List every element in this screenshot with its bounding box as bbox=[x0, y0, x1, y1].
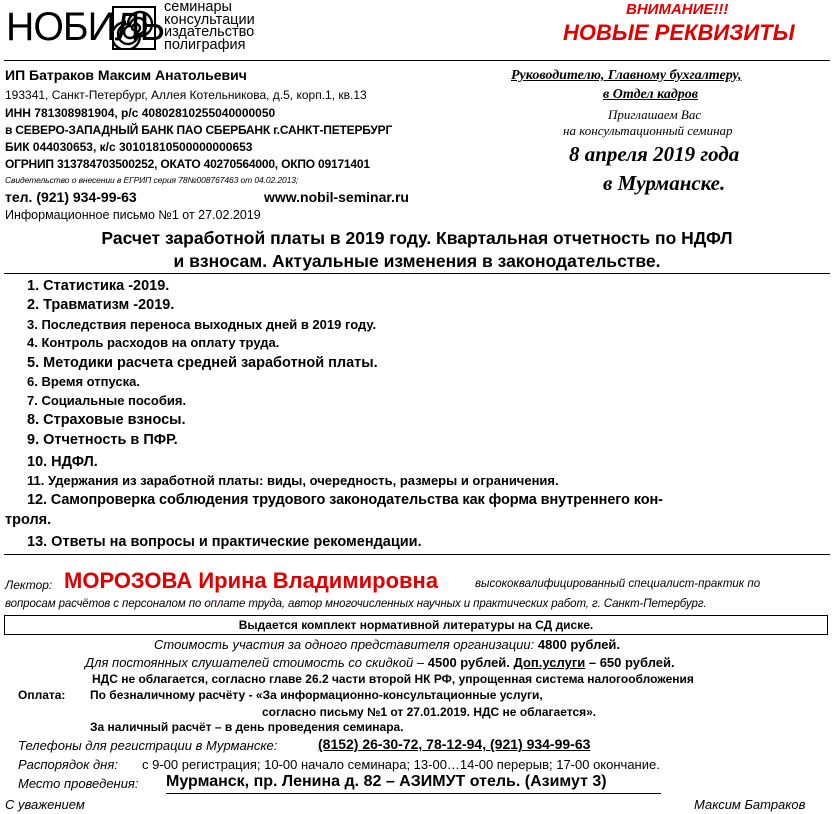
company-inn: ИНН 781308981904, р/с 40802810255040000050 bbox=[5, 106, 276, 120]
topic-item: 3. Последствия переноса выходных дней в 2019 году. bbox=[27, 317, 377, 332]
company-certificate: Свидетельство о внесении в ЕГРИП серия 78№008767463 от 04.02.2013; bbox=[5, 175, 299, 185]
kit-notice-text: Выдается комплект нормативной литературы на СД диске. bbox=[238, 618, 594, 632]
spiral-logo-icon bbox=[112, 6, 156, 50]
logo-line: семинары bbox=[164, 0, 232, 15]
seminar-title-line2: и взносам. Актуальные изменения в законодательстве. bbox=[173, 251, 661, 271]
company-bank: в СЕВЕРО-ЗАПАДНЫЙ БАНК ПАО СБЕРБАНК г.САНКТ-ПЕТЕРБУРГ bbox=[5, 123, 393, 137]
discount-value: 4500 рублей. bbox=[427, 655, 510, 670]
logo-wordmark: НОБИЛЬ bbox=[6, 5, 165, 49]
logo-subtitle bbox=[164, 1, 255, 51]
lector-name: МОРОЗОВА Ирина Владимировна bbox=[64, 568, 439, 593]
topic-item: 2. Травматизм -2019. bbox=[27, 297, 175, 313]
company-ogrnip: ОГРНИП 313784703500252, ОКАТО 40270564000, ОКПО 09171401 bbox=[5, 157, 370, 171]
price-line1 bbox=[154, 637, 620, 652]
logo-line: консультации bbox=[164, 11, 255, 28]
logo-line: издательство bbox=[164, 24, 255, 40]
registration-label: Телефоны для регистрации в Мурманске: bbox=[18, 738, 278, 753]
seminar-date: 8 апреля 2019 года bbox=[569, 142, 740, 166]
topic-item: 13. Ответы на вопросы и практические рекомендации. bbox=[27, 534, 422, 550]
notice-attention: ВНИМАНИЕ!!! bbox=[626, 1, 729, 18]
company-name: ИП Батраков Максим Анатольевич bbox=[5, 67, 247, 83]
price-label: Стоимость участия за одного представителя организации: bbox=[154, 637, 535, 652]
nds-note: НДС не облагается, согласно главе 26.2 части второй НК РФ, упрощенная система налогообложения bbox=[92, 672, 694, 686]
company-address: 193341, Санкт-Петербург, Аллея Котельникова, д.5, корп.1, кв.13 bbox=[5, 88, 367, 102]
kit-notice bbox=[4, 615, 828, 635]
seminar-title-line1: Расчет заработной платы в 2019 году. Квартальная отчетность по НДФЛ bbox=[101, 228, 733, 248]
payment-cash: За наличный расчёт – в день проведения семинара. bbox=[90, 720, 404, 734]
closing-signature: Максим Батраков bbox=[694, 797, 806, 812]
company-website[interactable]: www.nobil-seminar.ru bbox=[264, 189, 409, 205]
invite-line1: Приглашаем Вас bbox=[608, 107, 702, 122]
discount-label: Для постоянных слушателей стоимость со скидкой – bbox=[85, 655, 425, 670]
venue-underline bbox=[166, 793, 661, 794]
extra-services-value: – 650 рублей. bbox=[588, 655, 675, 670]
logo-line: полиграфия bbox=[164, 36, 246, 53]
topic-item: 5. Методики расчета средней заработной платы. bbox=[27, 355, 378, 371]
topics-divider bbox=[4, 554, 830, 555]
lector-description-line1: высококвалифицированный специалист-практик по bbox=[475, 578, 761, 590]
topic-item: 11. Удержания из заработной платы: виды, очередность, размеры и ограничения. bbox=[27, 473, 559, 488]
topic-item-continuation: троля. bbox=[5, 512, 52, 528]
addressee-line2: в Отдел кадров bbox=[603, 87, 699, 102]
registration-phones[interactable]: (8152) 26-30-72, 78-12-94, (921) 934-99-63 bbox=[318, 736, 591, 752]
lector-label: Лектор: bbox=[5, 578, 53, 592]
topic-item: 8. Страховые взносы. bbox=[27, 412, 186, 428]
notice-new-details: НОВЫЕ РЕКВИЗИТЫ bbox=[563, 20, 795, 45]
venue-label: Место проведения: bbox=[18, 776, 139, 791]
price-line2 bbox=[85, 655, 675, 670]
invite-line2: на консультационный семинар bbox=[563, 123, 733, 138]
topic-item: 9. Отчетность в ПФР. bbox=[27, 432, 178, 448]
company-phone: тел. (921) 934-99-63 bbox=[5, 189, 137, 205]
topic-item: 10. НДФЛ. bbox=[27, 454, 98, 470]
schedule-label: Распорядок дня: bbox=[18, 757, 118, 772]
topic-item: 1. Статистика -2019. bbox=[27, 278, 170, 294]
topic-item: 6. Время отпуска. bbox=[27, 374, 140, 389]
extra-services-label: Доп.услуги bbox=[513, 655, 586, 670]
schedule-text: с 9-00 регистрация; 10-00 начало семинара; 13-00…14-00 перерыв; 17-00 окончание. bbox=[142, 757, 660, 772]
payment-line2: согласно письму №1 от 27.01.2019. НДС не облагается». bbox=[262, 705, 597, 719]
addressee-line1: Руководителю, Главному бухгалтеру, bbox=[511, 68, 742, 83]
topic-item: 4. Контроль расходов на оплату труда. bbox=[27, 335, 280, 350]
lector-description-line2: вопросам расчётов с персоналом по оплате труда, автор многочисленных научных и практических работ, г. Санкт-Петербург. bbox=[5, 598, 707, 610]
title-divider bbox=[4, 273, 830, 274]
venue-address: Мурманск, пр. Ленина д. 82 – АЗИМУТ отель. (Азимут 3) bbox=[166, 773, 607, 790]
payment-line1: По безналичному расчёту - «За информационно-консультационные услуги, bbox=[90, 688, 543, 702]
price-value: 4800 рублей. bbox=[537, 637, 621, 652]
topic-item: 7. Социальные пособия. bbox=[27, 393, 187, 408]
closing-regards: С уважением bbox=[5, 797, 85, 812]
seminar-city: в Мурманске. bbox=[603, 171, 726, 195]
company-bik: БИК 044030653, к/с 30101810500000000653 bbox=[5, 140, 253, 154]
info-letter: Информационное письмо №1 от 27.02.2019 bbox=[5, 208, 261, 222]
payment-label: Оплата: bbox=[18, 688, 66, 702]
top-divider bbox=[4, 60, 830, 61]
topic-item: 12. Самопроверка соблюдения трудового законодательства как форма внутреннего кон- bbox=[27, 492, 663, 508]
